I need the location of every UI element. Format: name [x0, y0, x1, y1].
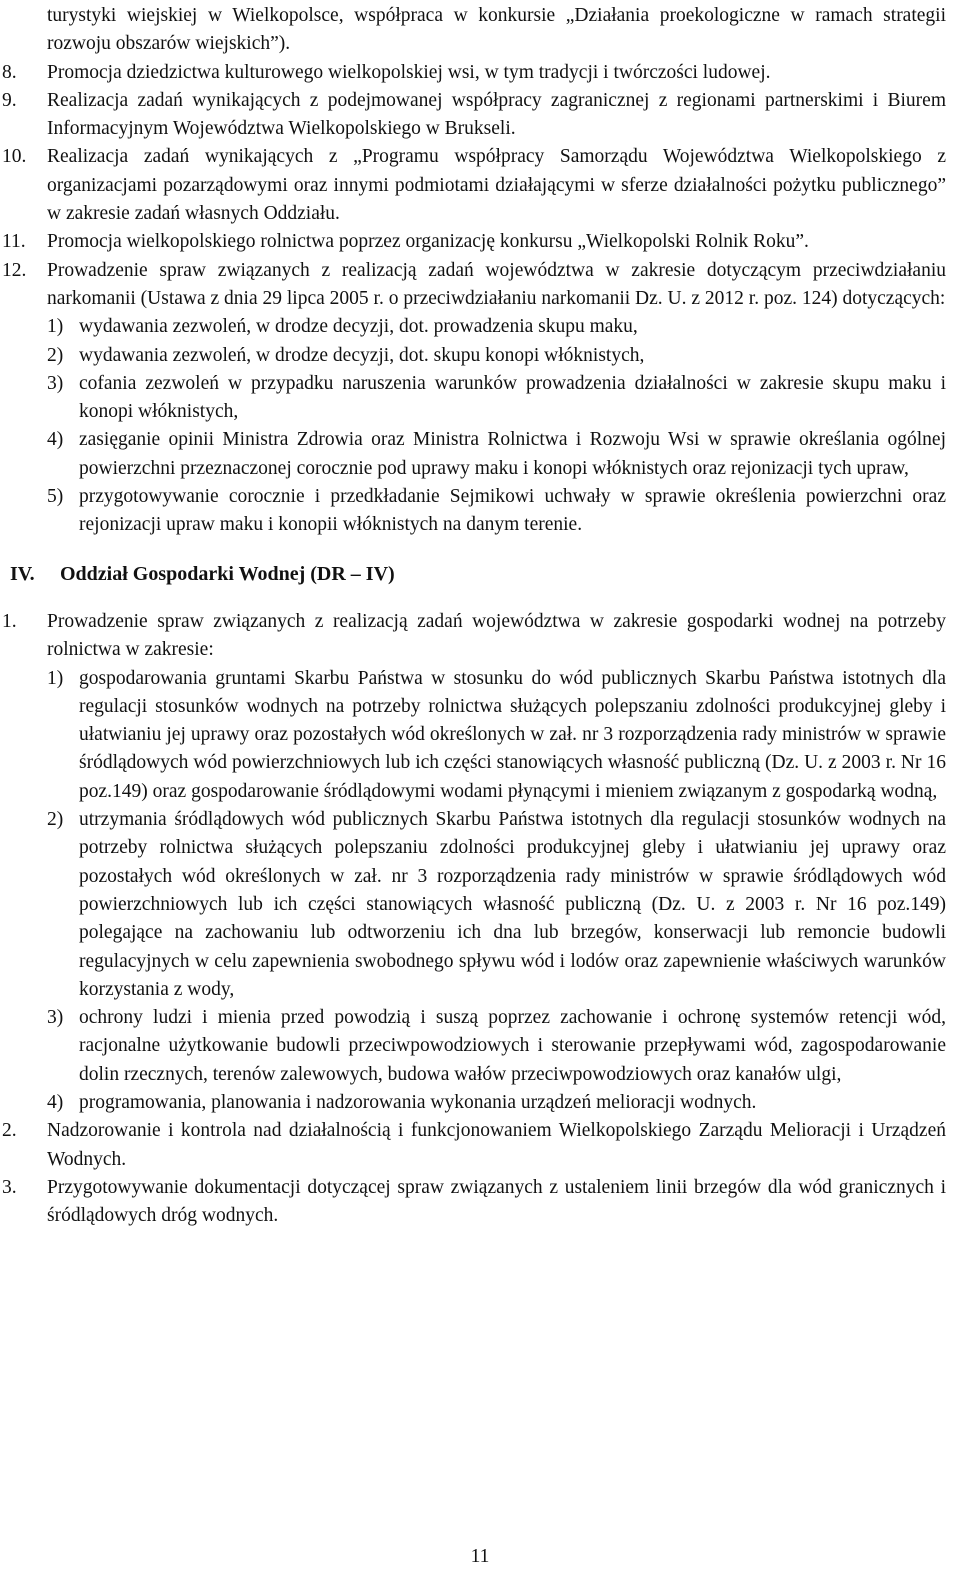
- item-number: 8.: [2, 61, 17, 83]
- subitem-text: cofania zezwoleń w przypadku naruszenia warunków prowadzenia działalności w zakresie skupu maku i konopi włóknistych,: [79, 372, 946, 423]
- item-number: 3.: [2, 1176, 17, 1198]
- document-page: [0, 2, 960, 1230]
- item-number: 10.: [2, 146, 27, 168]
- subitem-text: ochrony ludzi i mienia przed powodzią i suszą poprzez zachowanie i ochronę systemów retencji wód, racjonalne użytkowanie budowli przeciwpowodziowych i sterowanie przepływami wód, zagospodarowanie dolin rzecznych, terenów zalewowych, budowa wałów przeciwpowodziowych oraz kanałów ulgi,: [79, 1007, 946, 1085]
- sub-list-item: [0, 1089, 960, 1117]
- sub-list-item: [0, 665, 960, 806]
- subitem-number: 1): [47, 667, 64, 689]
- list-item: [0, 59, 960, 87]
- subitem-number: 2): [47, 809, 64, 831]
- subitem-text: zasięganie opinii Ministra Zdrowia oraz Ministra Rolnictwa i Rozwoju Wsi w sprawie określania ogólnej powierzchni przeznaczonej corocznie pod uprawy maku i konopi włóknistych oraz rejonizacji tych upraw,: [79, 429, 946, 479]
- subitem-text: programowania, planowania i nadzorowania wykonania urządzeń melioracji wodnych.: [79, 1091, 757, 1113]
- sub-list-item: [0, 313, 960, 341]
- sub-list-item: [0, 426, 960, 483]
- item-text: Prowadzenie spraw związanych z realizacją zadań województwa w zakresie dotyczącym przeciwdziałaniu narkomanii (Ustawa z dnia 29 lipca 2005 r. o przeciwdziałaniu narkomanii Dz. U. z 2012 r. poz. 124) dotyczących:: [47, 259, 946, 309]
- subitem-number: 1): [47, 316, 64, 338]
- list-item: [0, 228, 960, 256]
- sub-list-item: [0, 370, 960, 427]
- list-item: [0, 257, 960, 314]
- item-number: 9.: [2, 89, 17, 111]
- list-item: [0, 608, 960, 665]
- item-text: Promocja dziedzictwa kulturowego wielkopolskiej wsi, w tym tradycji i twórczości ludowej.: [47, 61, 771, 83]
- page-number: 11: [470, 1546, 490, 1567]
- item-number: 11.: [2, 231, 26, 253]
- subitem-number: 2): [47, 344, 64, 366]
- item-text: Prowadzenie spraw związanych z realizacją zadań województwa w zakresie gospodarki wodnej na potrzeby rolnictwa w zakresie:: [47, 610, 946, 661]
- item-number: 1.: [2, 610, 17, 632]
- section-number: IV.: [10, 562, 35, 585]
- item-number: 2.: [2, 1120, 17, 1142]
- section-heading: [0, 560, 960, 588]
- item-text: Promocja wielkopolskiego rolnictwa poprzez organizację konkursu „Wielkopolski Rolnik Roku”.: [47, 231, 809, 253]
- list-item: [0, 1174, 960, 1231]
- subitem-number: 4): [47, 429, 64, 451]
- item-text: Nadzorowanie i kontrola nad działalnością i funkcjonowaniem Wielkopolskiego Zarządu Melioracji i Urządzeń Wodnych.: [47, 1120, 946, 1170]
- subitem-number: 4): [47, 1091, 64, 1113]
- subitem-text: utrzymania śródlądowych wód publicznych Skarbu Państwa istotnych dla regulacji stosunków wodnych na potrzeby rolnictwa służących polepszaniu zdolności produkcyjnej gleby i ułatwianiu jej uprawy oraz pozostałych wód określonych w zał. nr 3 rozporządzenia rady ministrów w sprawie śródlądowych wód powierzchniowych lub ich części stanowiących własność publiczną (Dz. U. z 2003 r. Nr 16 poz.149) polegające na zachowaniu lub odtworzeniu ich dna lub brzegów, konserwacji lub remoncie budowli regulacyjnych w celu zapewnienia swobodnego spływu wód i lodów oraz zapewnienie właściwych warunków korzystania z wody,: [79, 809, 946, 1000]
- list-item: [0, 143, 960, 228]
- list-item: [0, 87, 960, 144]
- subitem-number: 3): [47, 372, 64, 394]
- sub-list-item: [0, 806, 960, 1004]
- subitem-text: wydawania zezwoleń, w drodze decyzji, dot. skupu konopi włóknistych,: [79, 344, 645, 366]
- sub-list-item: [0, 483, 960, 540]
- item-text: Realizacja zadań wynikających z podejmowanej współpracy zagranicznej z regionami partnerskimi i Biurem Informacyjnym Województwa Wielkopolskiego w Brukseli.: [47, 89, 946, 140]
- item-number: 12.: [2, 259, 27, 281]
- continuation-paragraph: turystyki wiejskiej w Wielkopolsce, współpraca w konkursie „Działania proekologiczne w ramach strategii rozwoju obszarów wiejskich”).: [47, 5, 946, 55]
- subitem-text: przygotowywanie corocznie i przedkładanie Sejmikowi uchwały w sprawie określenia powierzchni oraz rejonizacji upraw maku i konopii włóknistych na danym terenie.: [79, 486, 946, 536]
- item-text: Przygotowywanie dokumentacji dotyczącej spraw związanych z ustaleniem linii brzegów dla wód granicznych i śródlądowych dróg wodnych.: [47, 1176, 946, 1227]
- subitem-number: 5): [47, 486, 64, 508]
- sub-list-item: [0, 342, 960, 370]
- sub-list-item: [0, 1004, 960, 1089]
- item-text: Realizacja zadań wynikających z „Programu współpracy Samorządu Województwa Wielkopolskiego z organizacjami pozarządowymi oraz innymi podmiotami działającymi w sferze działalności pożytku publicznego” w zakresie zadań własnych Oddziału.: [47, 146, 946, 225]
- subitem-number: 3): [47, 1007, 64, 1029]
- subitem-text: wydawania zezwoleń, w drodze decyzji, dot. prowadzenia skupu maku,: [79, 316, 638, 338]
- section-title: Oddział Gospodarki Wodnej (DR – IV): [60, 562, 395, 585]
- subitem-text: gospodarowania gruntami Skarbu Państwa w stosunku do wód publicznych Skarbu Państwa istotnych dla regulacji stosunków wodnych na potrzeby rolnictwa służących polepszaniu zdolności produkcyjnej gleby i ułatwianiu jej uprawy oraz pozostałych wód określonych w zał. nr 3 rozporządzenia rady ministrów w sprawie śródlądowych wód powierzchniowych lub ich części stanowiących własność publiczną (Dz. U. z 2003 r. Nr 16 poz.149) oraz gospodarowanie śródlądowymi wodami płynącymi i mieniem związanym z gospodarką wodną,: [79, 667, 946, 802]
- list-item: [0, 1117, 960, 1174]
